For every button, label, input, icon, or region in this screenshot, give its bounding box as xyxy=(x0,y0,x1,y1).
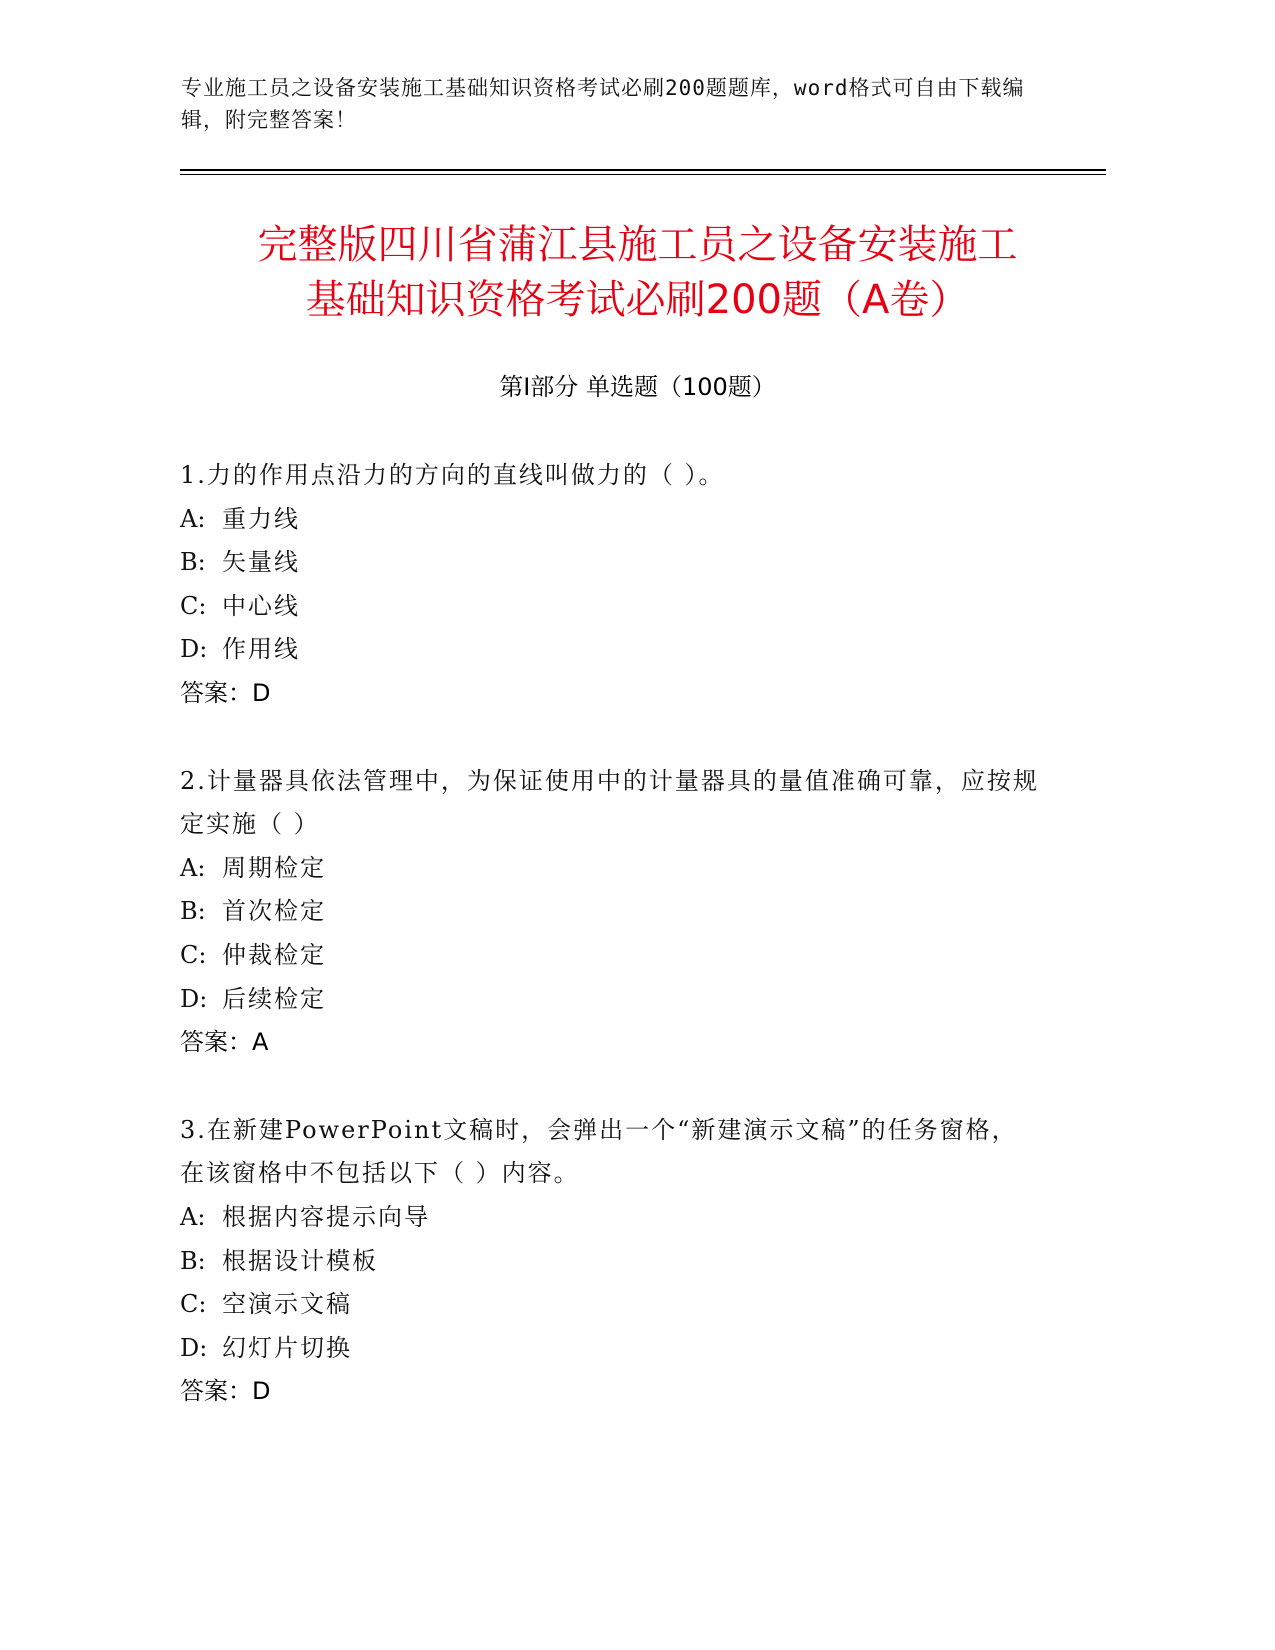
option-text: 首次检定 xyxy=(222,897,326,926)
answer-label: 答案： xyxy=(180,678,252,707)
answer-label: 答案： xyxy=(180,1028,252,1057)
document-title-line-1: 完整版四川省蒲江县施工员之设备安装施工 xyxy=(257,222,1018,268)
option-text: 仲裁检定 xyxy=(222,940,326,969)
option-letter: C: xyxy=(180,591,207,620)
option-text: 矢量线 xyxy=(222,548,300,577)
option-c xyxy=(180,585,1040,629)
option-b xyxy=(180,541,1040,585)
header-divider-thin xyxy=(180,174,1106,175)
document-title-line-2: 基础知识资格考试必刷200题（A卷） xyxy=(305,277,970,323)
question-3 xyxy=(180,1109,1040,1414)
answer-value: D xyxy=(252,1377,271,1406)
question-1 xyxy=(180,454,1040,716)
question-list xyxy=(180,454,1040,1458)
option-text: 重力线 xyxy=(222,504,300,533)
option-letter: B: xyxy=(180,897,206,926)
header-note: 专业施工员之设备安装施工基础知识资格考试必刷200题题库，word格式可自由下载编辑，附完整答案！ xyxy=(181,76,1025,132)
option-letter: C: xyxy=(180,1290,207,1319)
answer-line xyxy=(180,672,1040,716)
option-letter: B: xyxy=(180,548,206,577)
option-text: 根据设计模板 xyxy=(222,1246,378,1275)
option-letter: D: xyxy=(180,984,208,1013)
question-stem: 3.在新建PowerPoint文稿时，会弹出一个“新建演示文稿”的任务窗格，在该窗格中不包括以下（ ）内容。 xyxy=(180,1115,1018,1188)
option-c xyxy=(180,1283,1040,1327)
answer-label: 答案： xyxy=(180,1377,252,1406)
option-d xyxy=(180,1327,1040,1371)
answer-line xyxy=(180,1021,1040,1065)
document-title xyxy=(150,218,1125,328)
answer-line xyxy=(180,1370,1040,1414)
option-text: 中心线 xyxy=(222,591,300,620)
option-a xyxy=(180,1196,1040,1240)
section-title: 第I部分 单选题（100题） xyxy=(499,373,776,401)
option-letter: A: xyxy=(180,504,206,533)
option-letter: D: xyxy=(180,1333,208,1362)
question-stem: 1.力的作用点沿力的方向的直线叫做力的（ ）。 xyxy=(180,461,725,489)
option-letter: D: xyxy=(180,635,208,664)
answer-value: A xyxy=(252,1028,269,1057)
option-b xyxy=(180,1240,1040,1284)
answer-value: D xyxy=(252,678,271,707)
option-text: 根据内容提示向导 xyxy=(222,1202,430,1231)
option-d xyxy=(180,978,1040,1022)
option-letter: C: xyxy=(180,940,207,969)
option-text: 周期检定 xyxy=(222,853,326,882)
option-b xyxy=(180,890,1040,934)
header-divider-thick xyxy=(180,169,1106,171)
question-2 xyxy=(180,760,1040,1065)
option-text: 空演示文稿 xyxy=(222,1290,352,1319)
question-stem: 2.计量器具依法管理中，为保证使用中的计量器具的量值准确可靠，应按规定实施（ ） xyxy=(180,766,1039,839)
option-a xyxy=(180,498,1040,542)
option-text: 后续检定 xyxy=(222,984,326,1013)
option-a xyxy=(180,847,1040,891)
option-letter: A: xyxy=(180,853,206,882)
option-letter: A: xyxy=(180,1202,206,1231)
option-d xyxy=(180,628,1040,672)
option-text: 作用线 xyxy=(222,635,300,664)
option-text: 幻灯片切换 xyxy=(222,1333,352,1362)
option-c xyxy=(180,934,1040,978)
option-letter: B: xyxy=(180,1246,206,1275)
